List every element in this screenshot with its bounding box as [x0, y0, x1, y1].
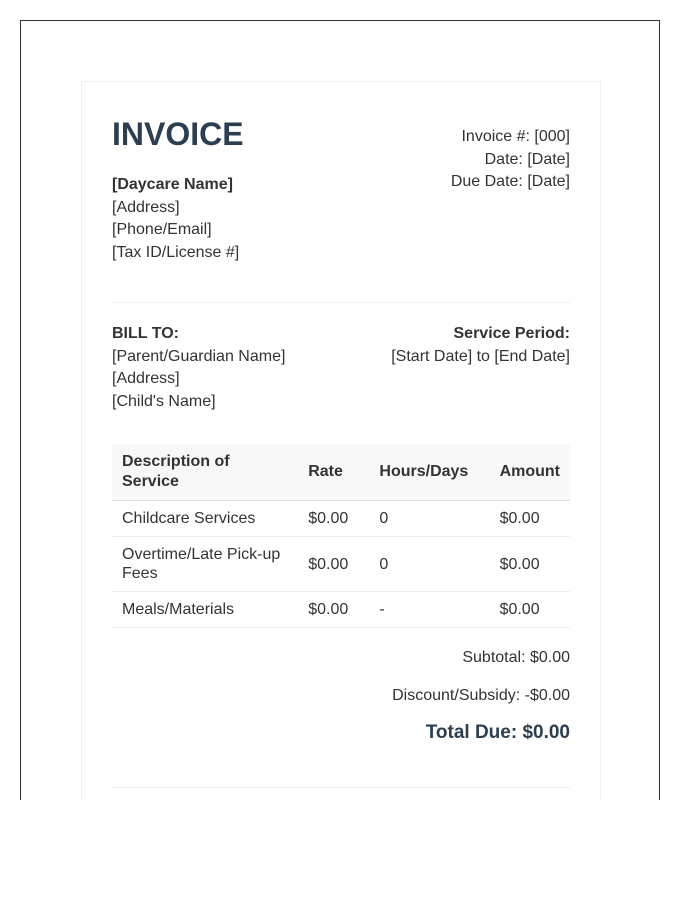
table-row	[112, 592, 570, 628]
header-rate: Rate	[298, 444, 369, 501]
company-info	[112, 116, 244, 264]
bill-to-label: BILL TO:	[112, 325, 179, 342]
header-amount: Amount	[490, 444, 570, 501]
row-description: Meals/Materials	[112, 592, 298, 628]
invoice-number: Invoice #: [000]	[461, 128, 570, 145]
row-amount: $0.00	[490, 592, 570, 628]
bill-to	[112, 323, 285, 413]
invoice-header	[112, 116, 570, 264]
subtotal: Subtotal: $0.00	[462, 649, 570, 666]
table-row	[112, 501, 570, 537]
footer-divider	[112, 787, 570, 788]
service-period-range: [Start Date] to [End Date]	[391, 347, 570, 365]
header-description: Description of Service	[112, 444, 298, 501]
bill-to-address: [Address]	[112, 370, 180, 387]
services-table	[112, 444, 570, 628]
row-rate: $0.00	[298, 592, 369, 628]
row-rate: $0.00	[298, 501, 369, 537]
company-tax-id: [Tax ID/License #]	[112, 243, 240, 261]
invoice-document	[81, 81, 601, 800]
invoice-title: INVOICE	[112, 116, 244, 152]
row-hours-days: 0	[369, 537, 489, 592]
bill-to-parent: [Parent/Guardian Name]	[112, 347, 286, 365]
row-description: Overtime/Late Pick-up Fees	[112, 537, 298, 592]
row-hours-days: -	[369, 592, 489, 628]
header-hours-days: Hours/Days	[369, 444, 489, 501]
totals-section	[112, 647, 570, 745]
row-hours-days: 0	[369, 501, 489, 537]
table-row	[112, 537, 570, 592]
row-amount: $0.00	[490, 501, 570, 537]
discount-subsidy: Discount/Subsidy: -$0.00	[392, 686, 570, 704]
row-rate: $0.00	[298, 537, 369, 592]
bill-to-child: [Child's Name]	[112, 392, 216, 410]
header-divider	[112, 302, 570, 303]
table-header-row	[112, 444, 570, 501]
service-period-label: Service Period:	[453, 325, 570, 342]
service-period	[391, 323, 570, 413]
invoice-date: Date: [Date]	[484, 150, 570, 168]
row-amount: $0.00	[490, 537, 570, 592]
company-address: [Address]	[112, 198, 180, 216]
total-due: Total Due: $0.00	[425, 722, 570, 743]
invoice-due-date: Due Date: [Date]	[450, 173, 570, 190]
invoice-meta	[451, 116, 570, 264]
row-description: Childcare Services	[112, 501, 298, 537]
billing-section	[112, 323, 570, 413]
page-frame	[20, 20, 660, 800]
company-contact: [Phone/Email]	[112, 221, 212, 238]
company-name: [Daycare Name]	[112, 176, 233, 193]
